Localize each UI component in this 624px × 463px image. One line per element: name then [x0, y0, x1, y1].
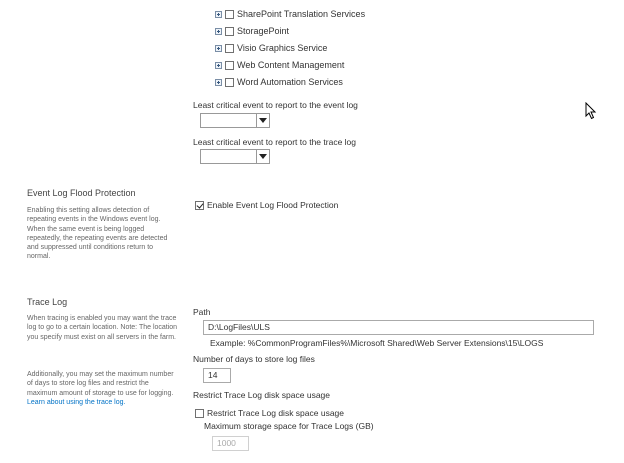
- tree-item-label: Word Automation Services: [237, 77, 343, 87]
- tree-item-label: Web Content Management: [237, 60, 345, 70]
- tree-item-word-automation: [215, 74, 343, 90]
- event-log-level-label: Least critical event to report to the event log: [193, 100, 358, 110]
- max-storage-input[interactable]: 1000: [212, 436, 249, 451]
- tree-item-label: Visio Graphics Service: [237, 43, 328, 53]
- dropdown-arrow-icon[interactable]: [256, 114, 269, 127]
- flood-protection-checkbox[interactable]: [195, 201, 204, 210]
- restrict-option: [195, 408, 344, 418]
- tree-item-label: SharePoint Translation Services: [237, 9, 366, 19]
- tree-checkbox[interactable]: [225, 61, 234, 70]
- flood-protection-option: [195, 200, 338, 210]
- tree-item-sharepoint-translation: [215, 6, 365, 22]
- tree-item-label: StoragePoint: [237, 26, 290, 36]
- trace-log-description-additional: [27, 370, 179, 407]
- trace-log-level-label: Least critical event to report to the trace log: [193, 137, 357, 147]
- days-label: Number of days to store log files: [193, 354, 315, 364]
- expand-icon[interactable]: [215, 62, 222, 69]
- trace-log-description: When tracing is enabled you may want the trace log to go to a certain location. Note: The location you specify must exist on all servers in the farm.: [27, 315, 178, 341]
- trace-log-title: Trace Log: [27, 297, 68, 307]
- mouse-cursor-icon: [585, 102, 597, 120]
- expand-icon[interactable]: [215, 45, 222, 52]
- restrict-checkbox[interactable]: [195, 409, 204, 418]
- restrict-checkbox-label: Restrict Trace Log disk space usage: [207, 408, 345, 418]
- tree-checkbox[interactable]: [225, 10, 234, 19]
- expand-icon[interactable]: [215, 79, 222, 86]
- restrict-heading: Restrict Trace Log disk space usage: [193, 390, 331, 400]
- tree-item-storagepoint: [215, 23, 289, 39]
- path-example: Example: %CommonProgramFiles%\Microsoft Shared\Web Server Extensions\15\LOGS: [210, 338, 544, 348]
- learn-trace-log-link[interactable]: Learn about using the trace log.: [27, 398, 126, 406]
- tree-checkbox[interactable]: [225, 44, 234, 53]
- event-log-level-select[interactable]: [200, 113, 270, 128]
- flood-protection-description: Enabling this setting allows detection of repeating events in the Windows event log. When the same event is being logged repeatedly, the repeating events are detected and suppressed until conditions return to normal.: [27, 207, 168, 261]
- days-input[interactable]: 14: [203, 368, 231, 383]
- flood-protection-title: Event Log Flood Protection: [27, 188, 136, 198]
- trace-log-level-select[interactable]: [200, 149, 270, 164]
- path-label: Path: [193, 307, 211, 317]
- max-storage-label: Maximum storage space for Trace Logs (GB): [204, 421, 374, 431]
- flood-protection-checkbox-label: Enable Event Log Flood Protection: [207, 200, 339, 210]
- trace-log-description-text: Additionally, you may set the maximum number of days to store log files and restrict the maximum amount of storage to use for logging.: [27, 371, 174, 397]
- path-input[interactable]: D:\LogFiles\ULS: [203, 320, 594, 335]
- tree-checkbox[interactable]: [225, 78, 234, 87]
- dropdown-arrow-icon[interactable]: [256, 150, 269, 163]
- tree-checkbox[interactable]: [225, 27, 234, 36]
- tree-item-visio-graphics: [215, 40, 327, 56]
- expand-icon[interactable]: [215, 11, 222, 18]
- tree-item-web-content-management: [215, 57, 344, 73]
- expand-icon[interactable]: [215, 28, 222, 35]
